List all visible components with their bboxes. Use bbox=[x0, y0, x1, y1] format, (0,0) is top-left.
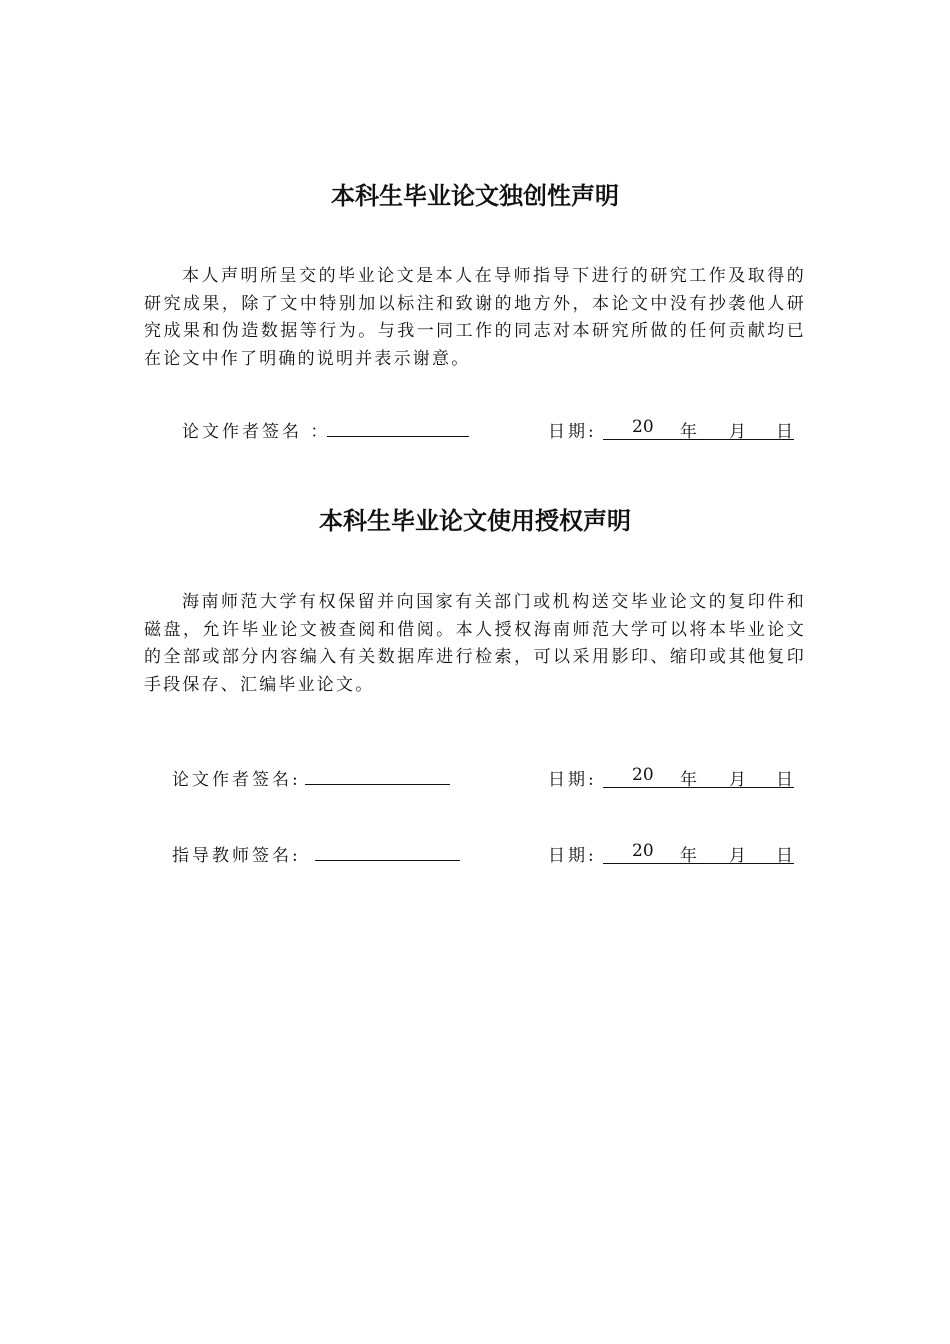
date-year-prefix: 20 bbox=[632, 765, 654, 785]
date-year-prefix: 20 bbox=[632, 417, 654, 437]
date-day-unit: 日 bbox=[776, 422, 793, 442]
date-year-prefix: 20 bbox=[632, 841, 654, 861]
authorization-declaration-title: 本科生毕业论文使用授权声明 bbox=[319, 507, 631, 535]
date-month-unit: 月 bbox=[729, 846, 746, 866]
author-signature-line[interactable] bbox=[327, 436, 469, 437]
originality-declaration-title: 本科生毕业论文独创性声明 bbox=[331, 182, 619, 210]
date-label: 日期: bbox=[548, 770, 597, 790]
date-field[interactable] bbox=[603, 765, 794, 788]
author-signature-label: 论文作者签名 ： bbox=[182, 422, 331, 442]
date-label: 日期: bbox=[548, 846, 597, 866]
date-label: 日期: bbox=[548, 422, 597, 442]
originality-declaration-text: 本人声明所呈交的毕业论文是本人在导师指导下进行的研究工作及取得的研究成果，除了文中特别加以标注和致谢的地方外，本论文中没有抄袭他人研究成果和伪造数据等行为。与我一同工作的同志对本研究所做的任何贡献均已在论文中作了明确的说明并表示谢意。 bbox=[144, 266, 806, 369]
authorization-declaration-text: 海南师范大学有权保留并向国家有关部门或机构送交毕业论文的复印件和磁盘，允许毕业论文被查阅和借阅。本人授权海南师范大学可以将本毕业论文的全部或部分内容编入有关数据库进行检索，可以采用影印、缩印或其他复印手段保存、汇编毕业论文。 bbox=[144, 592, 806, 695]
supervisor-signature-line[interactable] bbox=[315, 860, 460, 861]
date-year-unit: 年 bbox=[680, 846, 697, 866]
supervisor-signature-label: 指导教师签名: bbox=[172, 846, 301, 866]
date-month-unit: 月 bbox=[729, 770, 746, 790]
date-day-unit: 日 bbox=[776, 770, 793, 790]
date-year-unit: 年 bbox=[680, 770, 697, 790]
date-field[interactable] bbox=[603, 841, 794, 864]
date-day-unit: 日 bbox=[776, 846, 793, 866]
date-year-unit: 年 bbox=[680, 422, 697, 442]
date-month-unit: 月 bbox=[729, 422, 746, 442]
date-field[interactable] bbox=[603, 417, 794, 440]
author-signature-label: 论文作者签名: bbox=[172, 770, 301, 790]
author-signature-line[interactable] bbox=[305, 784, 450, 785]
